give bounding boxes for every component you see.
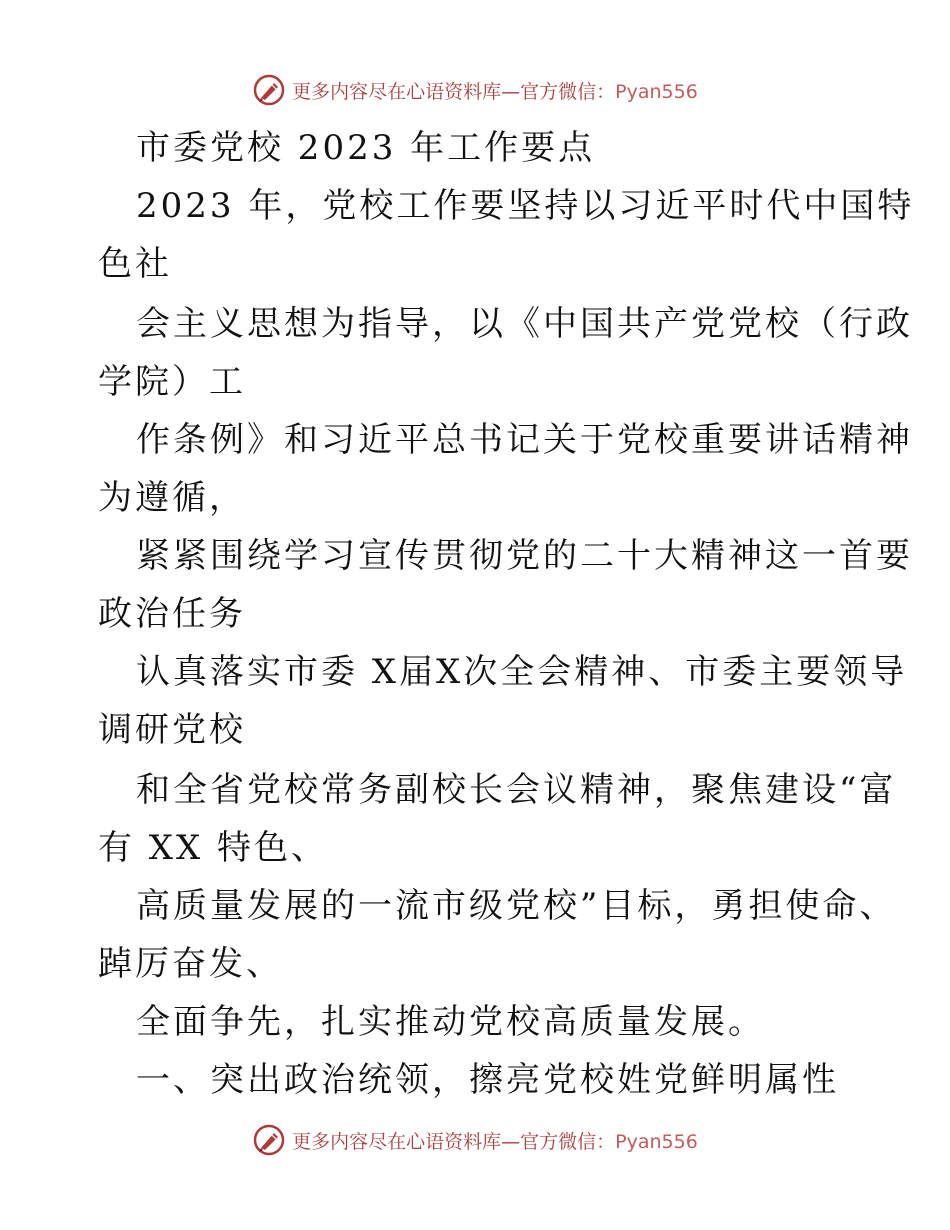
watermark-label: 更多内容尽在心语资料库—官方微信： <box>292 1130 616 1153</box>
paragraph-line: 色社 <box>98 244 172 284</box>
document-title: 市委党校 2023 年工作要点 <box>136 128 596 168</box>
paragraph-line: 调研党校 <box>98 710 246 750</box>
section-heading: 一、突出政治统领，擦亮党校姓党鲜明属性 <box>136 1060 839 1100</box>
paragraph-line: 为遵循， <box>98 478 246 518</box>
watermark-wechat-id: Pyan556 <box>615 80 698 103</box>
paragraph-line: 政治任务 <box>98 594 246 634</box>
paragraph-line: 作条例》和习近平总书记关于党校重要讲话精神 <box>136 420 913 460</box>
footer-watermark <box>0 1120 950 1160</box>
header-watermark <box>0 70 950 110</box>
watermark-label: 更多内容尽在心语资料库—官方微信： <box>292 80 616 103</box>
watermark-text <box>292 77 698 104</box>
paragraph-line: 全面争先，扎实推动党校高质量发展。 <box>136 1002 765 1042</box>
paragraph-line: 踔厉奋发、 <box>98 944 283 984</box>
pen-logo-icon <box>252 73 286 107</box>
paragraph-line: 有 XX 特色、 <box>98 828 329 868</box>
paragraph-line: 紧紧围绕学习宣传贯彻党的二十大精神这一首要 <box>136 536 913 576</box>
paragraph-line: 会主义思想为指导，以《中国共产党党校（行政 <box>136 304 913 344</box>
watermark-text <box>292 1127 698 1154</box>
pen-logo-icon <box>252 1123 286 1157</box>
paragraph-line: 学院）工 <box>98 362 246 402</box>
paragraph-line: 高质量发展的一流市级党校”目标，勇担使命、 <box>136 886 897 926</box>
paragraph-line: 认真落实市委 X届X次全会精神、市委主要领导 <box>136 652 908 692</box>
paragraph-line: 和全省党校常务副校长会议精神，聚焦建设“富 <box>136 770 897 810</box>
watermark-wechat-id: Pyan556 <box>615 1130 698 1153</box>
paragraph-line: 2023 年，党校工作要坚持以习近平时代中国特 <box>136 186 915 226</box>
